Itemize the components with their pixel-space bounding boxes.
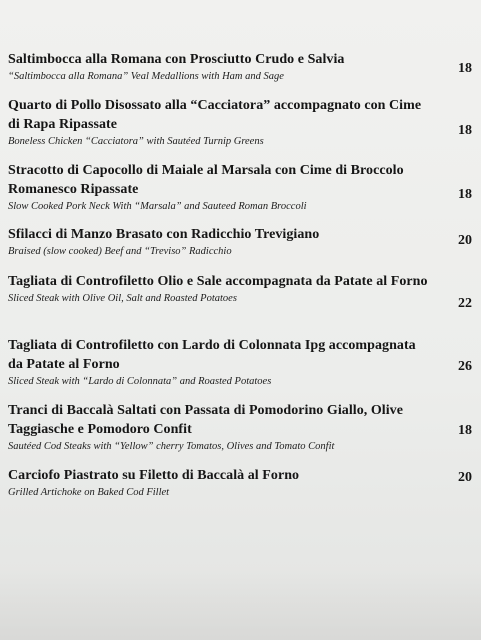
dish-description: Sliced Steak with “Lardo di Colonnata” and Roasted Potatoes (8, 376, 272, 387)
menu-item (8, 272, 472, 311)
dish-description: Grilled Artichoke on Baked Cod Fillet (8, 487, 170, 498)
dish-name: Sfilacci di Manzo Brasato con Radicchio Trevigiano (8, 227, 320, 242)
menu-item (8, 466, 472, 499)
dish-price: 18 (458, 187, 472, 202)
dish-description: Braised (slow cooked) Beef and “Treviso” Radicchio (8, 246, 232, 257)
dish-price: 20 (458, 233, 472, 248)
menu-item (8, 96, 472, 148)
dish-description: Slow Cooked Pork Neck With “Marsala” and Sauteed Roman Broccoli (8, 201, 307, 212)
dish-description: Boneless Chicken “Cacciatora” with Sautéed Turnip Greens (8, 136, 264, 147)
dish-name: Carciofo Piastrato su Filetto di Baccalà al Forno (8, 468, 300, 483)
menu-item (8, 50, 472, 83)
menu-item (8, 225, 472, 258)
dish-description: Sautéed Cod Steaks with “Yellow” cherry Tomatos, Olives and Tomato Confit (8, 441, 335, 452)
dish-name: Saltimbocca alla Romana con Prosciutto Crudo e Salvia (8, 52, 345, 67)
menu-item (8, 161, 472, 213)
dish-price: 18 (458, 123, 472, 138)
dish-name: Tranci di Baccalà Saltati con Passata di Pomodorino Giallo, Olive Taggiasche e Pomodoro Confit (8, 403, 403, 437)
dish-price: 20 (458, 470, 472, 485)
dish-price: 22 (458, 296, 472, 311)
dish-price: 26 (458, 359, 472, 374)
dish-name: Quarto di Pollo Disossato alla “Cacciatora” accompagnato con Cime di Rapa Ripassate (8, 98, 422, 132)
dish-price: 18 (458, 61, 472, 76)
dish-description: “Saltimbocca alla Romana” Veal Medallions with Ham and Sage (8, 71, 284, 82)
dish-name: Tagliata di Controfiletto con Lardo di Colonnata Ipg accompagnata da Patate al Forno (8, 338, 416, 372)
dish-price: 18 (458, 423, 472, 438)
dish-name: Tagliata di Controfiletto Olio e Sale accompagnata da Patate al Forno (8, 274, 428, 289)
dish-name: Stracotto di Capocollo di Maiale al Marsala con Cime di Broccolo Romanesco Ripassate (8, 163, 404, 197)
menu-item (8, 336, 472, 388)
menu-item (8, 401, 472, 453)
dish-description: Sliced Steak with Olive Oil, Salt and Roasted Potatoes (8, 293, 237, 304)
